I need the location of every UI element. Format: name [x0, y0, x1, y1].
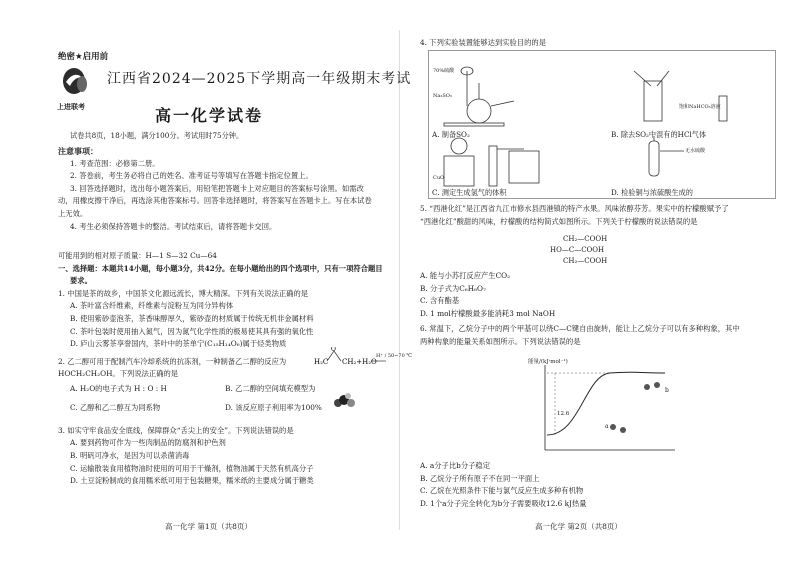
note-item: 2. 答卷前，考生务必将自己的姓名、准考证号等填写在答题卡指定位置上。 — [70, 171, 313, 181]
question-1 — [58, 288, 388, 351]
question-3 — [58, 425, 388, 488]
section1-title: 一、选择题：本题共14小题，每小题3分，共42分。在每小题给出的四个选项中，只有一项符合题目 — [58, 263, 383, 273]
question-5 — [420, 203, 780, 228]
note-item: 4. 考生必须保持答题卡的整洁。考试结束后，请将答题卡交回。 — [70, 221, 277, 231]
q5-option-c: C. 含有酯基 — [420, 296, 460, 306]
q6-label-a: a — [605, 423, 609, 430]
q3-stem: 3. 如实守牢食品安全底线，保障群众“舌尖上的安全”。下列说法错误的是 — [58, 425, 294, 435]
q6-stem-cont: 两种构象的能量关系如图所示。下列说法错误的是 — [420, 336, 581, 346]
q4-stem: 4. 下列实验装置能够达到实验目的的是 — [420, 38, 547, 47]
q1-option-b: B. 使用紫砂壶泡茶，茶香味醇厚久，紫砂壶的材质属于传统无机非金属材料 — [70, 313, 314, 323]
q6-label-b: b — [665, 387, 669, 394]
page-2-footer: 高一化学 第2页（共8页） — [535, 522, 622, 531]
q3-option-c: C. 运输散装食用植物油时使用的可用于干燥剂，植物油属于天然有机高分子 — [70, 463, 314, 473]
note-item: 1. 考查范围：必修第二册。 — [70, 158, 160, 168]
exam-title: 江西省2024—2025下学期高一年级期末考试 — [107, 71, 412, 87]
q1-stem: 1. 中国是茶的故乡，中国茶文化源远流长，博大精深。下列有关说法正确的是 — [58, 288, 309, 298]
q5-option-d: D. 1 mol柠檬酸最多能消耗3 mol NaOH — [420, 308, 556, 318]
structure-line: CH₂—COOH — [563, 257, 608, 265]
q1-option-d: D. 庐山云雾茶享誉国内，茶叶中的茶单宁(C₁₅H₁₄O₆)属于烃类物质 — [70, 339, 287, 349]
exam-info: 试卷共8页，18小题，满分100分。考试用时75分钟。 — [70, 131, 244, 140]
q2-option-c: C. 乙醇和乙二醇互为同系物 — [70, 403, 161, 413]
q6-stem: 6. 常温下，乙烷分子中的两个甲基可以绕C—C键自由旋转，能让上乙烷分子可以有多种构象，其中 — [420, 324, 740, 333]
q3-option-b: B. 明矾可净水，是因为可以杀菌消毒 — [70, 450, 190, 460]
q6-energy-value: 12.6 — [557, 411, 570, 417]
q2-condition: H⁺ / 50~70 ℃ — [376, 352, 412, 359]
q6-energy-diagram — [525, 355, 685, 455]
question-6 — [420, 323, 780, 348]
q4-fig-text: CuO — [433, 175, 445, 181]
subject-title: 高一化学试卷 — [155, 106, 264, 125]
q6-y-axis-label: 能量/(kJ·mol⁻¹) — [528, 359, 568, 365]
structure-line: CH₂—COOH — [563, 235, 608, 243]
page-1-footer: 高一化学 第1页（共8页） — [165, 522, 252, 531]
citric-acid-structure — [550, 234, 607, 267]
q2-option-a: A. H₂O的电子式为 H : O : H — [70, 384, 167, 394]
q5-options — [420, 270, 780, 320]
page-2 — [400, 0, 800, 565]
q6-option-a: A. a分子比b分子稳定 — [420, 461, 491, 470]
q5-option-a: A. 能与小苏打反应产生CO₂ — [420, 271, 511, 280]
q6-option-c: C. 乙烷在光照条件下能与氯气反应生成多种有机物 — [420, 486, 584, 496]
q2-stem: 2. 乙二醇可用于配制汽车冷却系统的抗冻剂，一种制备乙二醇的反应为 — [58, 356, 287, 366]
question-2 — [58, 346, 412, 425]
q1-option-a: A. 茶叶富含纤维素，纤维素与淀粉互为同分异构体 — [70, 301, 234, 311]
note-item: 上无效。 — [58, 208, 88, 218]
notes-section — [58, 145, 388, 233]
q2-option-b: B. 乙二醇的空间填充模型为 — [225, 384, 316, 394]
q5-stem: 5. “西港化红”是江西省九江市修水县西港镇的特产水果。风味浓醇芬芳。果实中的柠檬酸赋予了 — [420, 204, 729, 213]
q4-fig-text: 无水硫酸 — [685, 148, 706, 154]
q4-apparatus-drawing — [429, 51, 775, 198]
section1-title-cont: 要求。 — [70, 276, 92, 286]
svg-text:H₂C: H₂C — [314, 357, 329, 366]
q2-option-d: D. 该反应原子利用率为100% — [225, 403, 322, 413]
q1-option-c: C. 茶叶包装时使用抽入氮气，因为氮气化学性质的极易使其具有强的氧化性 — [70, 326, 314, 336]
note-item: 动，用橡皮擦干净后，再选涂其他答案标号。回答非选择题时，将答案写在答题卡上。写在本试卷 — [58, 196, 372, 206]
q4-fig-text: 70%硫酸 — [433, 68, 455, 74]
q4-label-d: D. 检验铜与浓硫酸生成的 — [611, 188, 693, 197]
q4-label-b: B. 除去SO₂中混有的HCl气体 — [611, 130, 707, 139]
svg-text:O: O — [331, 346, 336, 353]
q6-option-d: D. 1个a分子完全转化为b分子需要吸收12.6 kJ热量 — [420, 498, 587, 508]
q4-apparatus-figure — [428, 50, 776, 199]
notes-title: 注意事项： — [58, 146, 98, 156]
structure-line: HO—C—COOH — [550, 246, 605, 254]
q6-option-b: B. 乙烷分子所有原子不在同一平面上 — [420, 473, 540, 483]
svg-text:CH₂+H₂O: CH₂+H₂O — [342, 357, 377, 366]
q2-reaction-diagram — [312, 347, 387, 373]
space-filling-model-icon — [332, 393, 356, 409]
q2-product: HOCH₂CH₂OH。下列说法正确的是 — [58, 369, 179, 379]
note-item: 3. 回答选择题时，选出每小题答案后，用铅笔把答题卡上对应题目的答案标号涂黑。如需改 — [70, 183, 364, 193]
atomic-mass: 可能用到的相对原子质量：H—1 S—32 Cu—64 — [58, 251, 217, 260]
secret-label: 绝密★启用前 — [58, 52, 109, 62]
question-block-left — [58, 250, 412, 488]
q4-label-c: C. 测定生成氢气的体积 — [432, 188, 507, 197]
q4-fig-text: 饱和NaHCO₃溶液 — [679, 104, 721, 110]
logo-text: 上进联考 — [57, 103, 85, 111]
q5-option-b: B. 分子式为C₆H₈O₇ — [420, 283, 486, 293]
q3-option-d: D. 土豆淀粉制成的食用糯米纸可用于包装糖果，糯米纸的主要成分属于糖类 — [70, 476, 314, 486]
q5-stem-cont: “西港化红”酸甜的风味，柠檬酸的结构简式如图所示。下列关于柠檬酸的说法错误的是 — [420, 216, 698, 226]
q4-fig-text: Na₂SO₃ — [433, 93, 452, 99]
q6-options — [420, 460, 780, 510]
q3-option-a: A. 要到药物可作为一些肉制品的防腐剂和护色剂 — [70, 438, 226, 448]
q4-label-a: A. 制备SO₂ — [432, 130, 470, 139]
